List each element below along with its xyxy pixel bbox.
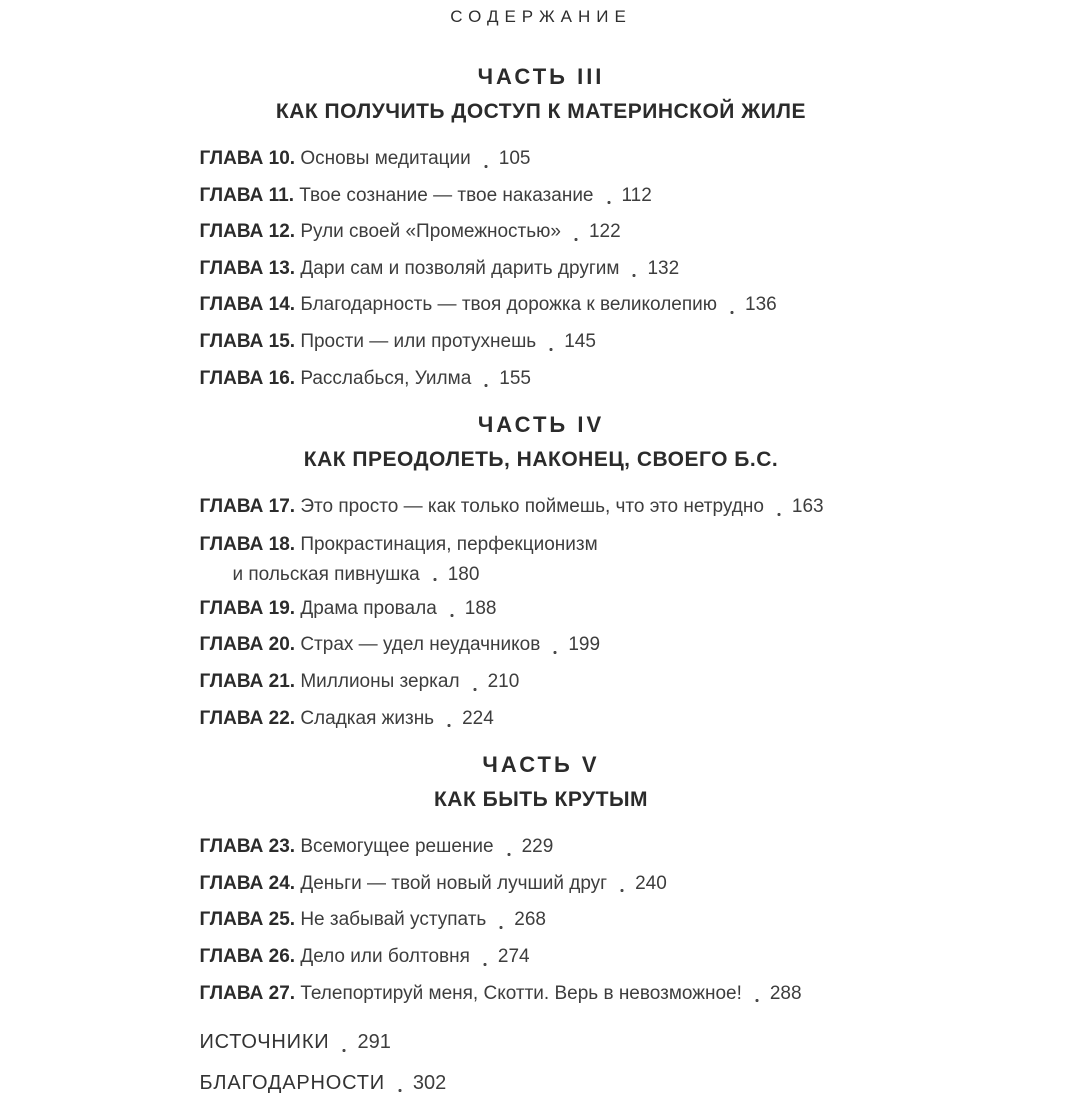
chapter-number: ГЛАВА 19. <box>199 597 296 619</box>
chapter-number: ГЛАВА 14. <box>199 294 296 316</box>
chapter-title: Это просто — как только поймешь, что это нетрудно <box>300 496 764 518</box>
toc-entry <box>200 214 883 251</box>
toc-page <box>200 0 883 1103</box>
dot-leader <box>602 200 616 205</box>
chapter-title: Рули своей «Промежностью» <box>300 221 561 243</box>
part-title: ЧАСТЬ III <box>477 64 605 89</box>
toc-entry <box>200 976 883 1013</box>
entry-label <box>200 976 742 1013</box>
entry-label <box>200 531 598 558</box>
chapter-number: ГЛАВА 15. <box>199 330 296 352</box>
toc-entry <box>200 324 883 361</box>
entry-label <box>200 251 620 288</box>
page-number: 180 <box>447 563 480 585</box>
part-title: ЧАСТЬ IV <box>477 412 605 438</box>
dot-leader <box>494 925 508 930</box>
toc-entry-continuation <box>200 558 883 591</box>
dot-leader <box>548 650 562 655</box>
toc-section <box>200 63 883 397</box>
chapter-title: Твое сознание — твое наказание <box>299 184 594 206</box>
toc-entry <box>200 141 883 178</box>
dot-leader <box>615 888 629 893</box>
entry-label <box>200 939 470 976</box>
dot-leader <box>442 723 456 728</box>
chapter-number: ГЛАВА 11. <box>199 184 294 206</box>
dot-leader <box>445 613 459 618</box>
chapter-title: Основы медитации <box>300 148 471 169</box>
chapter-title: Всемогущее решение <box>300 836 494 858</box>
dot-leader <box>725 310 739 315</box>
chapter-number: ГЛАВА 27. <box>199 982 296 1004</box>
page-number: 112 <box>621 184 652 206</box>
back-matter-entry <box>200 1022 883 1063</box>
chapter-title: Телепортируй меня, Скотти. Верь в невозможное! <box>300 982 742 1004</box>
dot-leader <box>393 1088 407 1093</box>
dot-leader <box>428 577 442 582</box>
dot-leader <box>750 998 764 1003</box>
page-number: 302 <box>412 1071 447 1094</box>
entry-label <box>200 866 608 903</box>
page-number: 229 <box>521 836 554 858</box>
part-title: ЧАСТЬ V <box>482 752 600 778</box>
chapter-number: ГЛАВА 20. <box>199 634 296 656</box>
chapter-title-continuation: и польская пивнушка <box>232 563 420 585</box>
chapter-title: Прокрастинация, перфекционизм <box>300 533 598 555</box>
chapter-title: Миллионы зеркал <box>300 670 460 692</box>
back-matter <box>200 1022 883 1103</box>
entry-label <box>200 361 472 398</box>
entry-label <box>200 591 437 628</box>
entry-label <box>200 664 460 701</box>
entry-label <box>200 324 537 361</box>
dot-leader <box>544 347 558 352</box>
dot-leader <box>627 273 641 278</box>
page-number: 136 <box>745 294 777 316</box>
entry-label <box>200 489 764 526</box>
entry-label <box>200 214 561 251</box>
chapter-title: Прости — или протухнешь <box>300 330 537 352</box>
toc-entry <box>200 251 883 288</box>
page-number: 291 <box>357 1031 391 1054</box>
back-matter-entry <box>200 1063 883 1103</box>
toc-entry <box>200 664 883 701</box>
toc-entry <box>200 591 883 628</box>
chapter-title: Расслабься, Уилма <box>300 367 472 389</box>
dot-leader <box>569 237 583 242</box>
chapter-number: ГЛАВА 12. <box>199 221 296 243</box>
entry-label <box>200 178 594 215</box>
chapter-title: Сладкая жизнь <box>300 707 435 729</box>
chapter-number: ГЛАВА 13. <box>199 257 296 279</box>
chapter-list <box>200 489 883 737</box>
toc-entry <box>200 829 883 866</box>
chapter-number: ГЛАВА 25. <box>199 909 296 931</box>
entry-label <box>200 829 494 866</box>
chapter-number: ГЛАВА 22. <box>199 707 296 729</box>
part-subtitle: КАК БЫТЬ КРУТЫМ <box>433 788 649 812</box>
page-number: 268 <box>514 909 546 931</box>
entry-label <box>200 701 435 738</box>
dot-leader <box>478 962 492 967</box>
dot-leader <box>468 687 482 692</box>
dot-leader <box>502 852 516 857</box>
dot-leader <box>479 164 493 169</box>
page-number: 145 <box>564 330 596 352</box>
chapter-title: Благодарность — твоя дорожка к великолепию <box>300 294 718 316</box>
page-number: 163 <box>791 496 824 518</box>
toc-entry <box>200 531 883 558</box>
chapter-title: Деньги — твой новый лучший друг <box>300 872 608 894</box>
chapter-list <box>200 829 883 1012</box>
toc-section <box>200 751 883 1012</box>
toc-entry <box>200 866 883 903</box>
chapter-list <box>200 141 883 397</box>
chapter-number: ГЛАВА 17. <box>199 496 296 518</box>
toc-sections <box>200 63 883 1012</box>
page-number: 122 <box>588 221 621 243</box>
chapter-number: ГЛАВА 18. <box>199 533 296 555</box>
chapter-number: ГЛАВА 24. <box>199 872 296 894</box>
chapter-number: ГЛАВА 21. <box>199 670 296 692</box>
page-number: 224 <box>462 707 494 729</box>
dot-leader <box>337 1048 351 1053</box>
chapter-title: Не забывай уступать <box>300 909 487 931</box>
page-number: 188 <box>464 597 497 619</box>
chapter-title: Страх — удел неудачников <box>300 634 541 656</box>
toc-entry <box>200 178 883 215</box>
chapter-number: ГЛАВА 23. <box>199 836 296 858</box>
page-title: СОДЕРЖАНИЕ <box>450 7 632 26</box>
chapter-number: ГЛАВА 10. <box>199 148 296 169</box>
part-subtitle: КАК ПРЕОДОЛЕТЬ, НАКОНЕЦ, СВОЕГО Б.С. <box>303 448 779 472</box>
toc-entry <box>200 701 883 738</box>
chapter-title: Драма провала <box>300 597 437 619</box>
part-subtitle: КАК ПОЛУЧИТЬ ДОСТУП К МАТЕРИНСКОЙ ЖИЛЕ <box>275 100 807 123</box>
page-number: 210 <box>487 670 520 692</box>
page-number: 240 <box>635 872 667 894</box>
page-number: 132 <box>647 257 680 279</box>
entry-label <box>200 627 541 664</box>
entry-label <box>200 141 471 178</box>
toc-entry <box>200 627 883 664</box>
back-matter-title: ИСТОЧНИКИ <box>199 1031 330 1054</box>
toc-entry <box>200 287 883 324</box>
toc-entry <box>200 361 883 398</box>
chapter-title: Дари сам и позволяй дарить другим <box>300 257 620 279</box>
back-matter-title: БЛАГОДАРНОСТИ <box>199 1071 385 1094</box>
page-number: 155 <box>499 367 531 389</box>
entry-label <box>200 287 718 324</box>
chapter-number: ГЛАВА 16. <box>199 367 296 389</box>
page-number: 199 <box>568 634 601 656</box>
toc-section <box>200 411 883 737</box>
page-number: 274 <box>497 945 530 967</box>
page-number: 105 <box>498 148 531 169</box>
dot-leader <box>772 512 786 517</box>
chapter-number: ГЛАВА 26. <box>199 945 296 967</box>
toc-entry <box>200 489 883 526</box>
dot-leader <box>479 383 493 388</box>
chapter-title: Дело или болтовня <box>300 945 470 967</box>
toc-entry <box>200 902 883 939</box>
toc-entry <box>200 939 883 976</box>
entry-label <box>200 902 487 939</box>
page-number: 288 <box>769 982 802 1004</box>
